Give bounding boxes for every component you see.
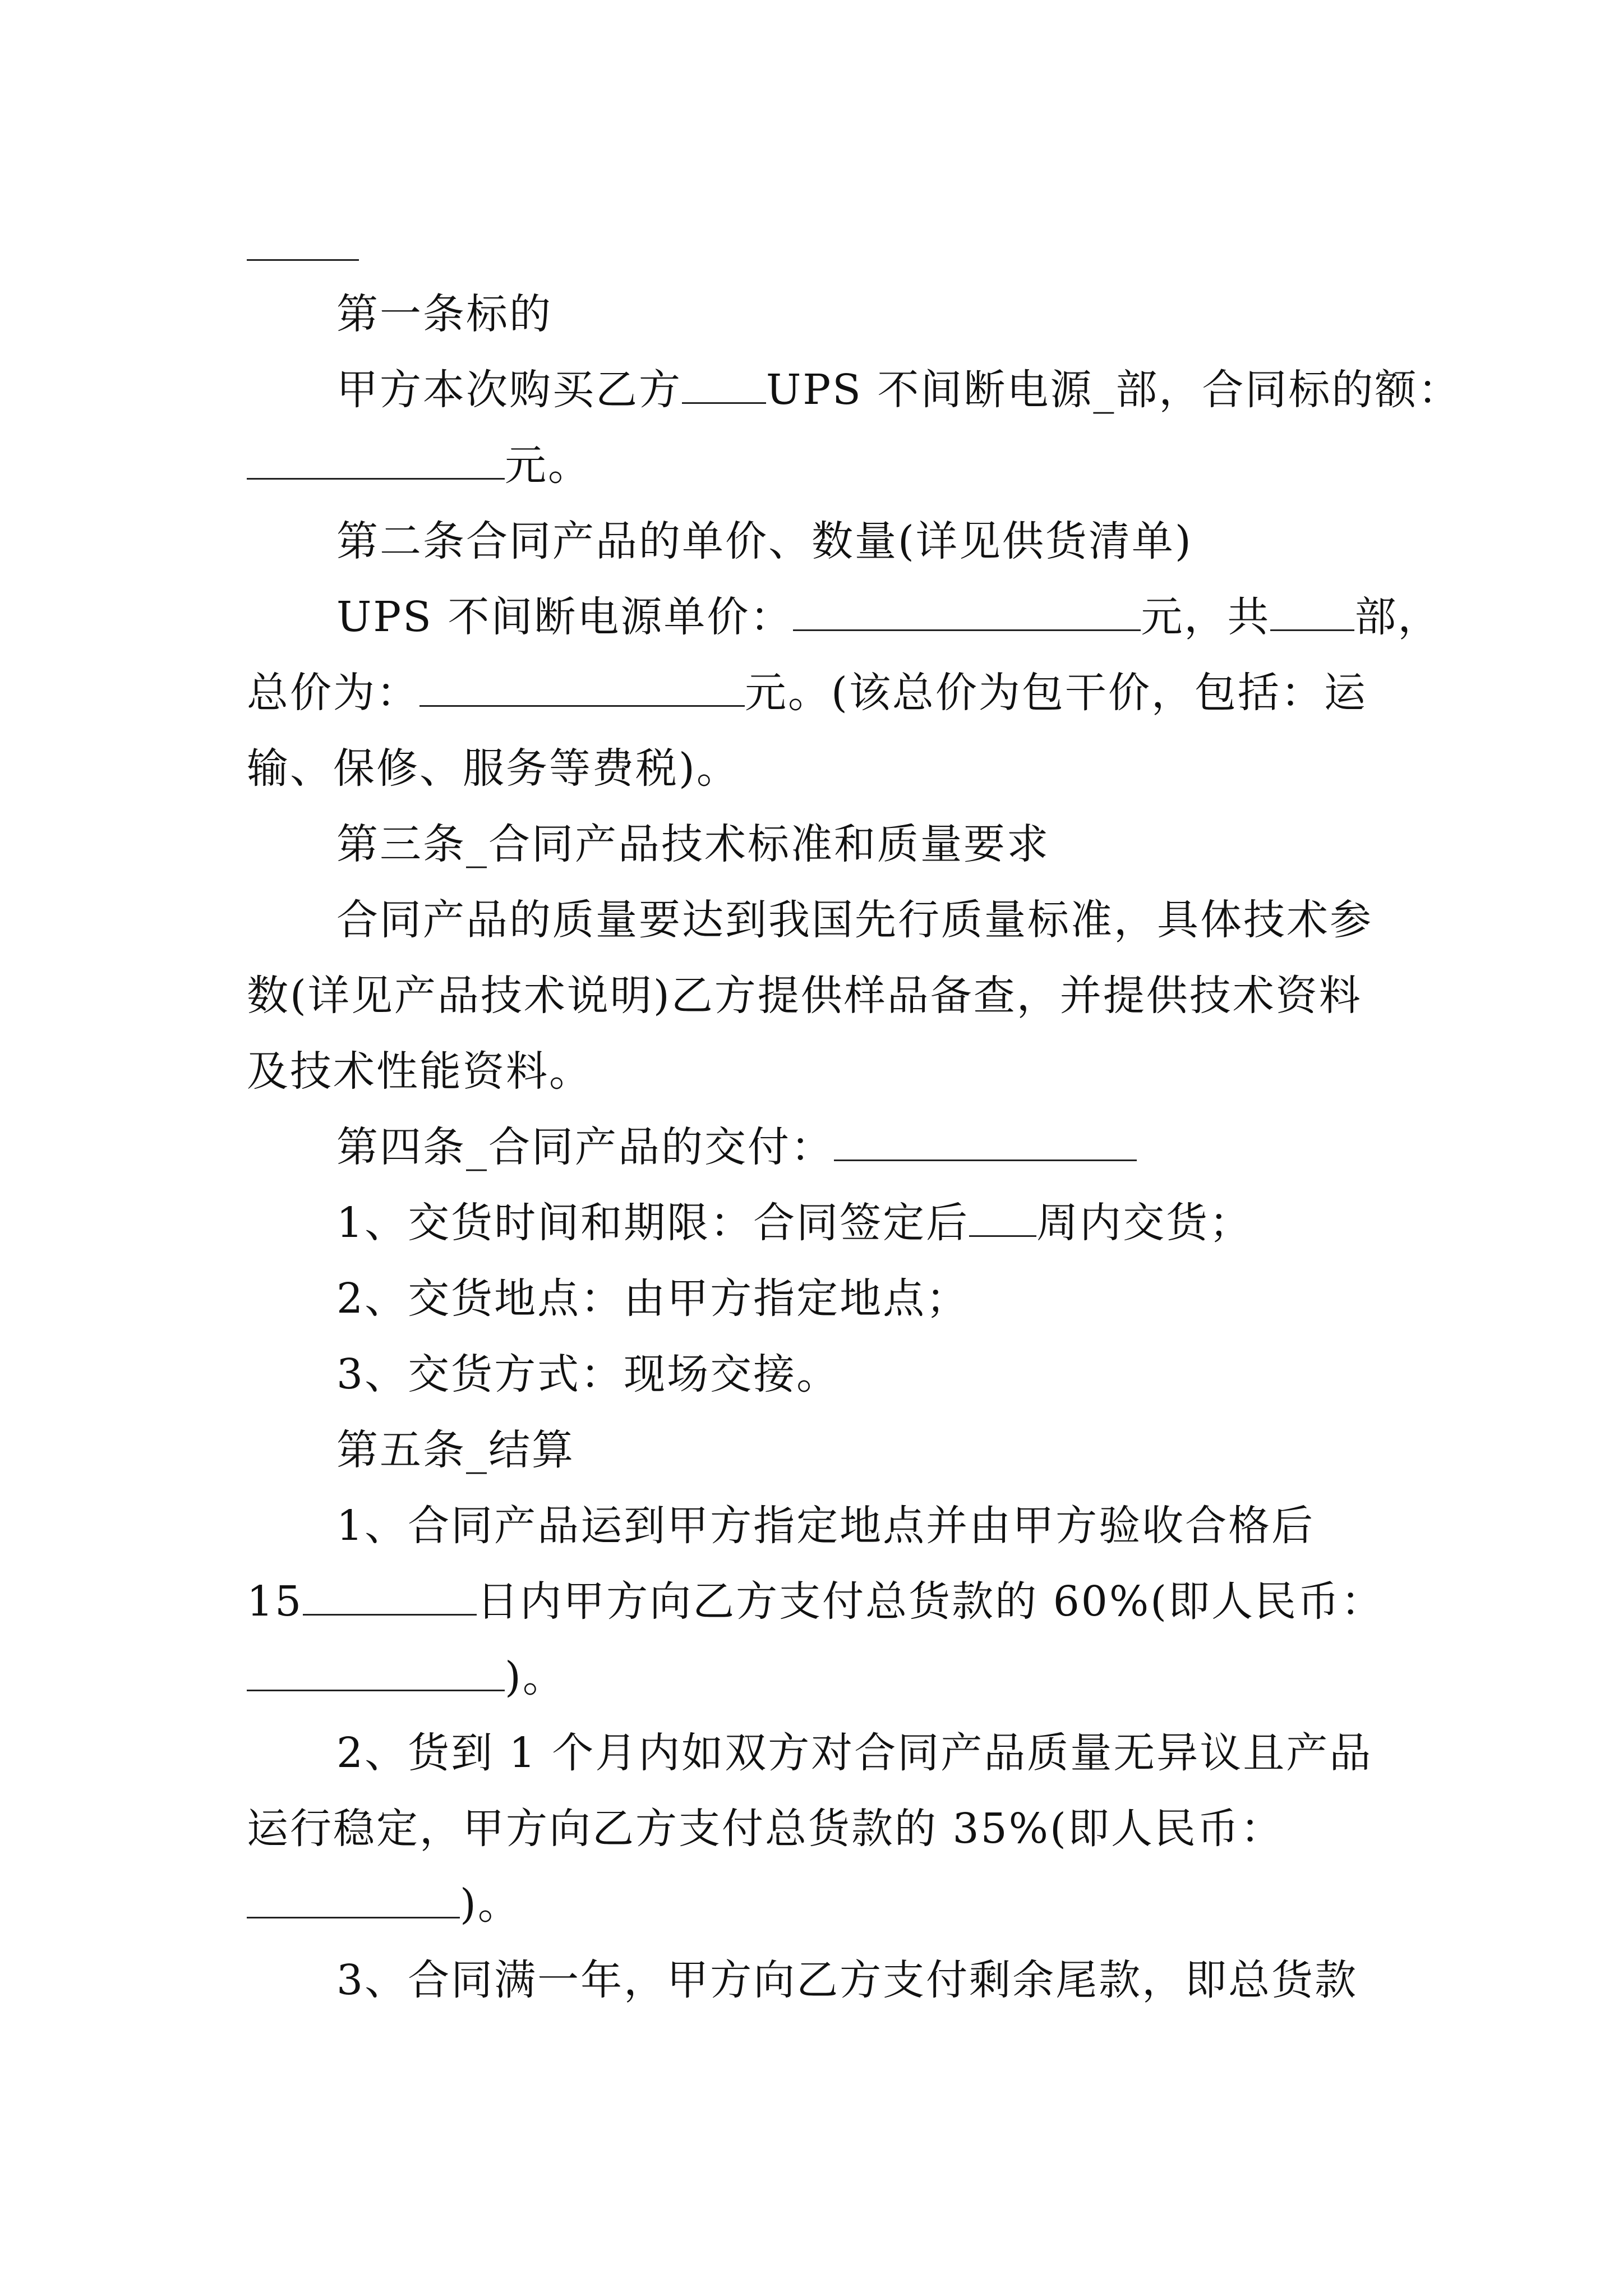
blank-line <box>247 1650 505 1691</box>
text: 部， <box>1354 593 1441 641</box>
blank-line <box>247 1878 460 1918</box>
payment-2-amount <box>247 1876 1391 1932</box>
text-line: 3、交货方式：现场交接。 <box>336 1350 840 1398</box>
text: )。 <box>505 1653 566 1701</box>
text-line: 运行稳定，甲方向乙方支付总货款的 35%(即人民币： <box>247 1805 1284 1853</box>
text-line: 2、交货地点：由甲方指定地点； <box>336 1274 970 1323</box>
text: 第四条_合同产品的交付： <box>336 1123 834 1171</box>
blank-line <box>834 1120 1137 1161</box>
text: 总价为： <box>247 669 419 717</box>
article-1-text <box>336 362 1461 418</box>
text-line: 3、合同满一年，甲方向乙方支付剩余尾款，即总货款 <box>336 1956 1358 2004</box>
text: 1、交货时间和期限：合同签定后 <box>336 1199 970 1247</box>
blank-line <box>793 590 1141 631</box>
article-5-heading: 第五条_结算 <box>336 1426 575 1474</box>
text: UPS 不间断电源_部，合同标的额： <box>766 366 1461 414</box>
payment-1-line <box>247 1573 1391 1630</box>
text: 元，共 <box>1141 593 1271 641</box>
text-line: 合同产品的质量要达到我国先行质量标准，具体技术参 <box>336 896 1373 944</box>
payment-1-amount <box>247 1649 1391 1705</box>
delivery-time-line <box>336 1195 1391 1251</box>
text: 周内交货； <box>1036 1199 1253 1247</box>
text-line: 数(详见产品技术说明)乙方提供样品备查，并提供技术资料 <box>247 972 1362 1020</box>
text-line: 2、货到 1 个月内如双方对合同产品质量无异议且产品 <box>336 1729 1373 1777</box>
blank-line <box>247 439 505 480</box>
article-1-heading: 第一条标的 <box>336 290 552 338</box>
text: 元。 <box>505 441 591 490</box>
text: 元。(该总价为包干价，包括：运 <box>745 669 1367 717</box>
article-3-heading: 第三条_合同产品技术标准和质量要求 <box>336 820 1050 868</box>
blank-line <box>1270 590 1354 631</box>
top-blank-line <box>247 259 359 261</box>
text-line: 输、保修、服务等费税)。 <box>247 744 740 793</box>
text: )。 <box>460 1880 521 1929</box>
blank-line <box>969 1196 1036 1237</box>
article-4-heading <box>336 1119 1391 1175</box>
text: UPS 不间断电源单价： <box>336 593 794 641</box>
text-line: 及技术性能资料。 <box>247 1047 592 1096</box>
text: 15 <box>247 1577 303 1626</box>
blank-line <box>419 666 745 707</box>
total-price-line <box>247 665 1391 721</box>
text: 日内甲方向乙方支付总货款的 60%(即人民币： <box>477 1577 1385 1626</box>
unit-price-line <box>336 589 1441 645</box>
text: 甲方本次购买乙方 <box>336 366 682 414</box>
blank-line <box>303 1575 477 1616</box>
article-1-amount <box>247 438 1391 494</box>
article-2-heading: 第二条合同产品的单价、数量(详见供货清单) <box>336 517 1193 565</box>
blank-line <box>682 363 766 404</box>
text-line: 1、合同产品运到甲方指定地点并由甲方验收合格后 <box>336 1502 1315 1550</box>
